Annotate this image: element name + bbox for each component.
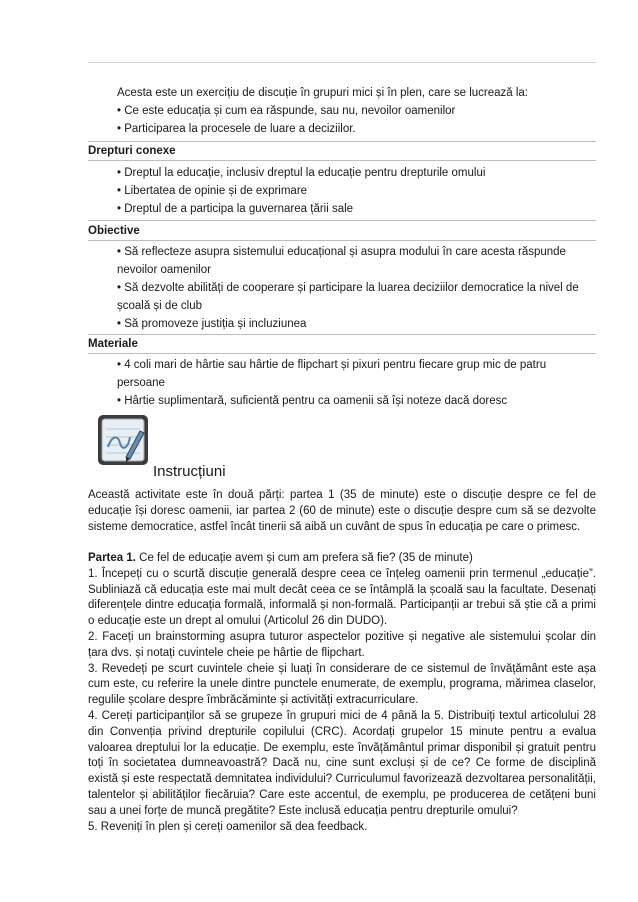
obiective-bullet: • Să dezvolte abilități de cooperare și participare la luarea deciziilor democratice la nivel de școală și de club xyxy=(117,282,579,312)
section-heading-drepturi: Drepturi conexe xyxy=(88,145,176,157)
section-divider xyxy=(88,220,596,221)
intro-bullet: • Ce este educația și cum ea răspunde, sau nu, nevoilor oamenilor xyxy=(117,105,456,117)
step-3: 3. Revedeți pe scurt cuvintele cheie și luați în considerare de ce sistemul de învățământ este așa cum este, cu referire la unele dintre punctele enumerate, de exemplu, programa, mărimea claselor, regulile școlare despre îmbrăcăminte și activități extracurriculare. xyxy=(88,662,596,707)
top-divider xyxy=(88,62,596,63)
section-divider xyxy=(88,240,596,241)
drepturi-bullet: • Libertatea de opinie și de exprimare xyxy=(117,185,308,197)
obiective-list xyxy=(117,243,593,333)
notepad-pen-icon xyxy=(96,413,150,467)
instructiuni-intro-text: Această activitate este în două părți: partea 1 (35 de minute) este o discuție despre ce fel de educație își doresc oamenii, iar partea 2 (60 de minute) este o discuție despre cum să se dezvolte sisteme democratice, astfel încât tinerii să aibă un cuvânt de spus în educația pe care o primesc. xyxy=(88,489,596,533)
section-divider xyxy=(88,160,596,161)
instructiuni-intro xyxy=(88,488,596,535)
section-divider xyxy=(88,353,596,354)
drepturi-list xyxy=(117,164,593,218)
partea-1-label: Partea 1. xyxy=(88,552,136,564)
materiale-bullet: • Hârtie suplimentară, suficientă pentru ca oamenii să își noteze dacă doresc xyxy=(117,395,508,407)
section-divider xyxy=(88,334,596,335)
drepturi-bullet: • Dreptul la educație, inclusiv dreptul la educație pentru drepturile omului xyxy=(117,167,486,179)
section-heading-materiale: Materiale xyxy=(88,338,138,350)
intro-text: Acesta este un exercițiu de discuție în grupuri mici și în plen, care se lucrează la: xyxy=(117,87,529,99)
obiective-bullet: • Să reflecteze asupra sistemului educațional și asupra modului în care acesta răspunde nevoilor oamenilor xyxy=(117,246,566,276)
drepturi-bullet: • Dreptul de a participa la guvernarea țării sale xyxy=(117,203,354,215)
step-4: 4. Cereți participanților să se grupeze în grupuri mici de 4 până la 5. Distribuiți textul articolului 28 din Convenția privind drepturile copilului (CRC). Acordați grupelor 15 minute pentru a evalua valoarea dreptului lor la educație. De exemplu, este învățământul primar disponibil și gratuit pentru toți în societatea dumneavoastră? Dacă nu, cine sunt excluși și de ce? Ce forme de disciplină există și este respectată demnitatea individului? Curriculumul favorizează dezvoltarea personalității, talentelor și abilităților fiecăruia? Care este accentul, de exemplu, pe producerea de cetățeni buni sau a unei forțe de muncă pregătite? Este inclusă educația pentru drepturile omului? xyxy=(88,709,596,817)
section-heading-obiective: Obiective xyxy=(88,225,140,237)
step-2: 2. Faceți un brainstorming asupra tuturor aspectelor pozitive și negative ale sistemului școlar din țara dvs. și notați cuvintele cheie pe hârtie de flipchart. xyxy=(88,630,596,659)
step-1: 1. Începeți cu o scurtă discuție generală despre ceea ce înțeleg oamenii prin termenul „educație”. Subliniază că educația este mai mult decât ceea ce se întâmplă la școală sau la facultate. Desenați diferențele dintre educația formală, informală și non-formală. Participanții ar trebui să știe că a primi o educație este un drept al omului (Articolul 26 din DUDO). xyxy=(88,567,596,628)
materiale-list xyxy=(117,356,593,410)
materiale-bullet: • 4 coli mari de hârtie sau hârtie de flipchart și pixuri pentru fiecare grup mic de patru persoane xyxy=(117,359,547,389)
intro-block xyxy=(117,84,597,138)
instructiuni-title: Instrucțiuni xyxy=(153,463,226,480)
step-5: 5. Reveniți în plen și cereți oamenilor să dea feedback. xyxy=(88,820,368,833)
partea-1-title: Ce fel de educație avem și cum am prefera să fie? (35 de minute) xyxy=(135,552,473,564)
intro-bullet: • Participarea la procesele de luare a deciziilor. xyxy=(117,123,356,135)
partea-1-block xyxy=(88,551,596,835)
partea-1-heading xyxy=(88,551,596,567)
section-divider xyxy=(88,141,596,142)
obiective-bullet: • Să promoveze justiția și incluziunea xyxy=(117,318,307,330)
